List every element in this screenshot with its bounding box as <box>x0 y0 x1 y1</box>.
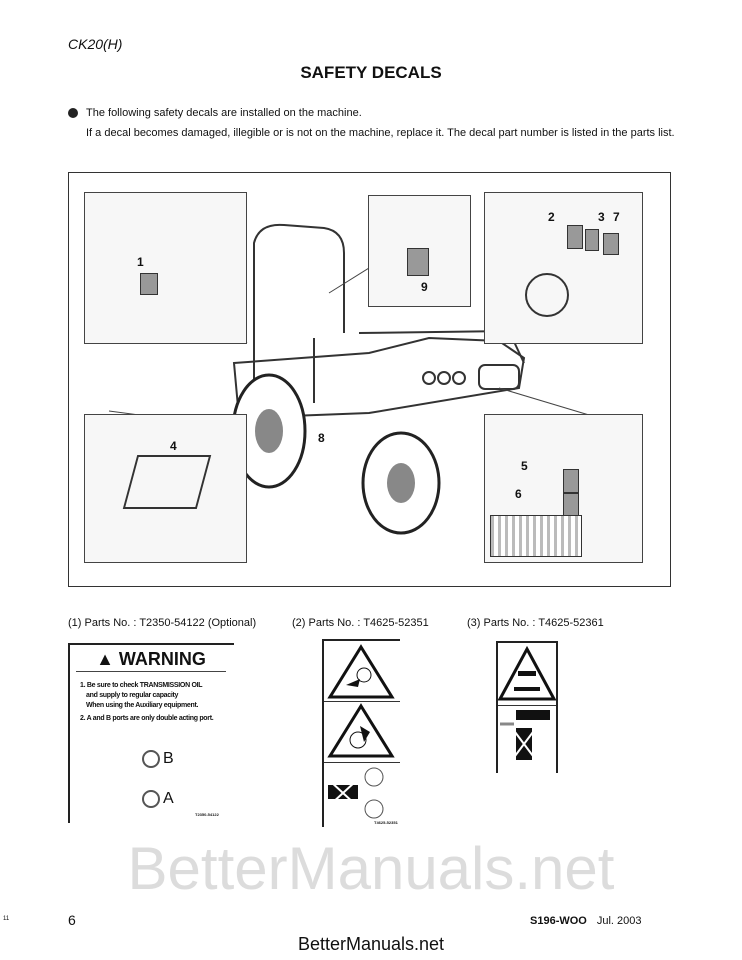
decal-code: T2350-54122 <box>195 812 219 817</box>
intro-note: If a decal becomes damaged, illegible or is not on the machine, replace it. The decal part number is listed in the parts list. <box>86 127 675 139</box>
callout-4: 4 <box>170 439 177 453</box>
callout-8: 8 <box>318 431 325 445</box>
inset-decal-2-3-7 <box>484 192 643 344</box>
tractor-illustration <box>68 172 671 587</box>
doc-code: S196-WOO <box>530 915 587 927</box>
decal-2-part-number: (2) Parts No. : T4625-52351 <box>292 617 429 629</box>
decal-1-warning <box>68 643 234 823</box>
callout-2: 2 <box>548 210 555 224</box>
watermark: BetterManuals.net <box>127 835 615 902</box>
page-number: 6 <box>68 912 76 928</box>
hot-surface-pictogram <box>498 643 556 706</box>
port-a: A <box>142 790 174 808</box>
warning-triangle-icon: ▲ <box>96 649 119 669</box>
site-footer: BetterManuals.net <box>297 934 445 954</box>
callout-3: 3 <box>598 210 605 224</box>
inset-decal-1 <box>84 192 247 344</box>
intro-text: The following safety decals are installed on the machine. <box>86 107 362 119</box>
port-b: B <box>142 750 174 768</box>
decal-code: T4625-52351 <box>374 820 398 825</box>
belt-hazard-pictogram <box>324 702 400 763</box>
doc-date: Jul. 2003 <box>596 915 642 927</box>
warning-text: 1. Be sure to check TRANSMISSION OIL and supply to regular capacity When using the Auxiliary equipment. 2. A and B ports are only double acting port. <box>80 682 214 722</box>
inset-decal-4 <box>84 414 247 563</box>
page-title: SAFETY DECALS <box>300 63 442 82</box>
callout-7: 7 <box>613 210 620 224</box>
no-hands-rotating-pictogram <box>324 763 400 825</box>
decal-3-part-number: (3) Parts No. : T4625-52361 <box>467 617 604 629</box>
callout-1: 1 <box>137 255 144 269</box>
callout-9: 9 <box>421 280 428 294</box>
warning-heading: ▲ WARNING <box>76 647 226 672</box>
model-name: CK20(H) <box>68 36 123 52</box>
callout-6: 6 <box>515 487 522 501</box>
decal-2-pictograms <box>322 639 400 827</box>
fan-hazard-pictogram <box>324 641 400 702</box>
port-ring-icon <box>142 750 160 768</box>
decal-3-pictograms <box>496 641 558 773</box>
decal-1-part-number: (1) Parts No. : T2350-54122 (Optional) <box>68 617 257 629</box>
inset-decal-5-6 <box>484 414 643 563</box>
no-touch-hot-pictogram <box>498 706 556 772</box>
footer-tiny-number: 11 <box>3 916 10 922</box>
callout-5: 5 <box>521 459 528 473</box>
bullet-icon <box>68 108 78 118</box>
doc-info <box>530 915 642 927</box>
inset-decal-9 <box>368 195 471 307</box>
port-ring-icon <box>142 790 160 808</box>
